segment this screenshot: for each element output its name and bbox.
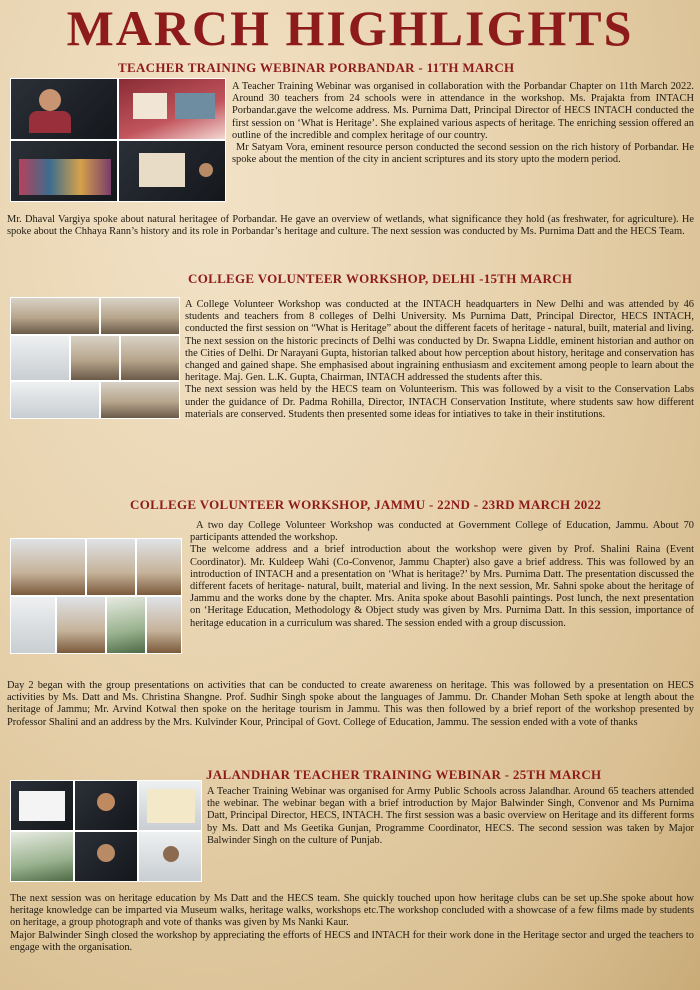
jammu-classroom-photo (10, 538, 86, 596)
webinar-screenshot-photo (10, 78, 118, 140)
paragraph: Mr. Dhaval Vargiya spoke about natural heritagee of Porbandar. He gave an overview of wetlands, what significance they hold (as freshwater, for agriculture). He spoke about the Chhaya Rann’s history and its role in Porbandar’s heritage and culture. The next session was conducted by Ms. Purnima Datt and the HECS Team. (7, 214, 694, 238)
jalandhar-side-text (207, 786, 694, 847)
jammu-discussion-photo (146, 596, 182, 654)
delhi-photo-collage (10, 297, 180, 419)
porbandar-photo-collage (10, 78, 226, 202)
jammu-speaker-photo (136, 538, 182, 596)
section-heading-jalandhar: JALANDHAR TEACHER TRAINING WEBINAR - 25TH MARCH (206, 767, 602, 782)
porbandar-full-text (7, 214, 694, 238)
paragraph: The welcome address and a brief introduction about the workshop were given by Prof. Shalini Raina (Event Coordinator). Mr. Kuldeep Wahi (Co-Convenor, Jammu Chapter) also gave a brief address. This was followed by an introduction of INTACH and a presentation on ‘What is heritage?’ by Mrs. Purnima Datt. The presentation discussed the different facets of heritage- natural, built, material and living. In the next session, Mr. Sahni spoke about the heritage of Jammu and the works done by the chapter. Mrs. Anita spoke about Basohli paintings. Post lunch, the next presentation on ‘Heritage Education, Methodology & Object study was given by Mrs. Purnima Datt. In this session, importance of heritage education in a curriculum was shared. The session ended with a group discussion. (190, 544, 694, 629)
jammu-participants-photo (106, 596, 146, 654)
section-heading-jammu: COLLEGE VOLUNTEER WORKSHOP, JAMMU - 22ND - 23RD MARCH 2022 (130, 497, 602, 512)
jalandhar-slide-photo (138, 780, 202, 831)
jalandhar-full-text (10, 893, 694, 954)
paragraph: Mr Satyam Vora, eminent resource person conducted the second session on the rich history of Porbandar. He spoke about the mention of the city in ancient scriptures and its story upto the modern period. (232, 142, 694, 166)
delhi-students-photo (120, 335, 180, 381)
jalandhar-video-call-photo (74, 780, 138, 831)
jammu-lecture-photo (10, 596, 56, 654)
jalandhar-speaker-photo (74, 831, 138, 882)
video-call-grid-photo (118, 140, 226, 202)
paragraph: A two day College Volunteer Workshop was conducted at Government College of Education, Jammu. About 70 participants attended the workshop. (190, 520, 694, 544)
paragraph: A Teacher Training Webinar was organised in collaboration with the Porbandar Chapter on 11th March 2022. Around 30 teachers from 24 schools were in attendance in the workshop. Ms. Prajakta from INTACH Porbandar.gave the welcome address. Ms. Purnima Datt, Principal Director of HECS INTACH conducted the first session on ‘What is Heritage’. She explained various aspects of heritage. The enriching session offered an outline of the incredible and complex heritage of our country. (232, 81, 694, 141)
jalandhar-screen-photo (10, 780, 74, 831)
porbandar-side-text (232, 81, 694, 166)
paragraph: A Teacher Training Webinar was organised for Army Public Schools across Jalandhar. Around 65 teachers attended the webinar. The webinar began with a brief introduction by Major Balwinder Singh, Convenor and Ms Purnima Datt, Principal Director, HECS, INTACH. The first session was a basic overview on Heritage and its different forms by Ms. Datt and Ms Geetika Gunjan, Programme Coordinator, HECS. The second session was taken by Major Balwinder Singh on the culture of Punjab. (207, 786, 694, 846)
delhi-speaker-photo (10, 335, 70, 381)
paragraph: The next session was on heritage education by Ms Datt and the HECS team. She quickly touched upon how heritage clubs can be set up.She spoke about how heritage knowledge can be imparted via Museum walks, heritage walks, workshops etc.The workshop concluded with a showcase of a few films made by students on heritage, a group photograph and vote of thanks was given by Ms Nanki Kaur. (10, 893, 694, 929)
delhi-lab-photo (10, 381, 100, 419)
page-title: MARCH HIGHLIGHTS (66, 0, 634, 56)
paragraph: A College Volunteer Workshop was conducted at the INTACH headquarters in New Delhi and was attended by 46 students and teachers from 8 colleges of Delhi University. Ms Purnima Datt, Principal Director, HECS INTACH, conducted the first session on “What is Heritage” about the different facets of heritage - natural, built, material and living. The next session on the historic precincts of Delhi was conducted by Dr. Swapna Liddle, eminent historian and author on the Cities of Delhi. Dr Narayani Gupta, historian talked about how perception about history, heritage and conservation has changed and gained shape. She emphasised about ingraining enthusiasm and excitement among people to learn about the heritage. Maj. Gen. L.K. Gupta, Chairman, INTACH addressed the students after this. (185, 299, 694, 384)
paragraph: Day 2 began with the group presentations on activities that can be conducted to create awareness on heritage. This was followed by a presentation on HECS activities by Ms. Datt and Ms. Christina Shangne. Prof. Sudhir Singh spoke about the languages of Jammu. Dr. Chander Mohan Seth spoke at length about the heritage of Jammu; Mr. Arvind Kotwal then spoke on the heritage tourism in Jammu. This was then followed by a brief report of the workshop presented by Professor Shalini and an address by the Mrs. Kulvinder Kour, Principal of Govt. College of Education, Jammu. The session ended with a vote of thanks (7, 680, 694, 728)
presentation-slide-photo (118, 78, 226, 140)
jammu-podium-photo-2 (56, 596, 106, 654)
jammu-podium-photo (86, 538, 136, 596)
delhi-group-photo (100, 381, 180, 419)
delhi-hall-photo (100, 297, 180, 335)
paragraph: Major Balwinder Singh closed the workshop by appreciating the efforts of HECS and INTACH for their work done in the Heritage sector and urged the teachers to engage with the organisation. (10, 929, 694, 953)
jalandhar-participant-photo (138, 831, 202, 882)
group-photo-slide (10, 140, 118, 202)
jammu-full-text (7, 680, 694, 729)
jammu-photo-collage (10, 538, 182, 654)
paragraph: The next session was held by the HECS team on Volunteerism. This was followed by a visit to the Conservation Labs under the guidance of Dr. Padma Rohilla, Director, INTACH Conservation Institute, where students saw how different materials are conserved. Students then presented some ideas for intiatives to take in their institutions. (185, 384, 694, 420)
section-heading-delhi: COLLEGE VOLUNTEER WORKSHOP, DELHI -15TH MARCH (188, 271, 573, 286)
section-heading-porbandar: TEACHER TRAINING WEBINAR PORBANDAR - 11TH MARCH (118, 60, 515, 75)
jalandhar-photo-collage (10, 780, 202, 882)
jammu-side-text (190, 520, 694, 630)
delhi-session-photo (70, 335, 120, 381)
jalandhar-poster-photo (10, 831, 74, 882)
delhi-audience-photo (10, 297, 100, 335)
delhi-side-text (185, 299, 694, 421)
